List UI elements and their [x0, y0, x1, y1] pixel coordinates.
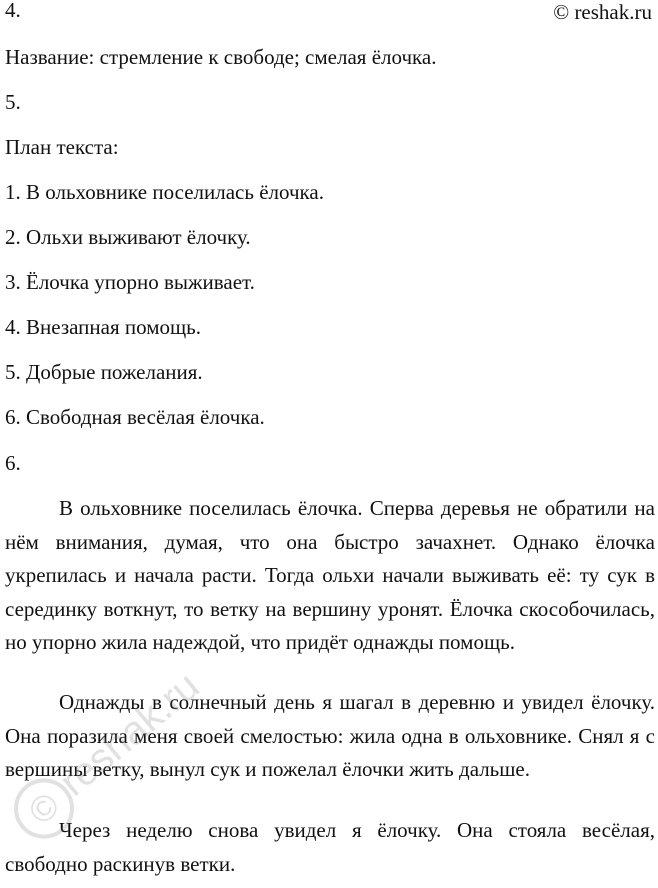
story-paragraph-2: Однажды в солнечный день я шагал в деревню и увидел ёлочку. Она поразила меня своей смелостью: жила одна в ольховнике. Снял я с вершины ветку, вынул сук и пожелал ёлочки жить дальше. — [5, 690, 655, 781]
task4-title-line: Название: стремление к свободе; смелая ёлочка. — [5, 45, 437, 69]
plan-heading: План текста: — [5, 135, 119, 159]
plan-item-2: 2. Ольхи выживают ёлочку. — [5, 225, 251, 249]
plan-item-4: 4. Внезапная помощь. — [5, 315, 201, 339]
task-number-6: 6. — [5, 451, 21, 475]
plan-item-3: 3. Ёлочка упорно выживает. — [5, 270, 255, 294]
task-number-5: 5. — [5, 90, 21, 114]
copyright-circle-icon: © — [2, 766, 87, 851]
plan-item-5: 5. Добрые пожелания. — [5, 360, 203, 384]
plan-item-1: 1. В ольховнике поселилась ёлочка. — [5, 180, 324, 204]
plan-item-6: 6. Свободная весёлая ёлочка. — [5, 405, 265, 429]
watermark-text: reshak.ru — [51, 663, 208, 805]
copyright-label: © reshak.ru — [553, 0, 652, 24]
story-paragraph-3: Через неделю снова увидел я ёлочку. Она стояла весёлая, свободно раскинув ветки. — [5, 818, 655, 876]
task-number-4: 4. — [5, 0, 21, 22]
story-paragraph-1: В ольховнике поселилась ёлочка. Сперва деревья не обратили на нём внимания, думая, что она быстро зачахнет. Однако ёлочка укрепилась и начала расти. Тогда ольхи начали выживать её: ту сук в серединку воткнут, то ветку на вершину уронят. Ёлочка скособочилась, но упорно жила надеждой, что придёт однажды помощь. — [5, 496, 655, 654]
